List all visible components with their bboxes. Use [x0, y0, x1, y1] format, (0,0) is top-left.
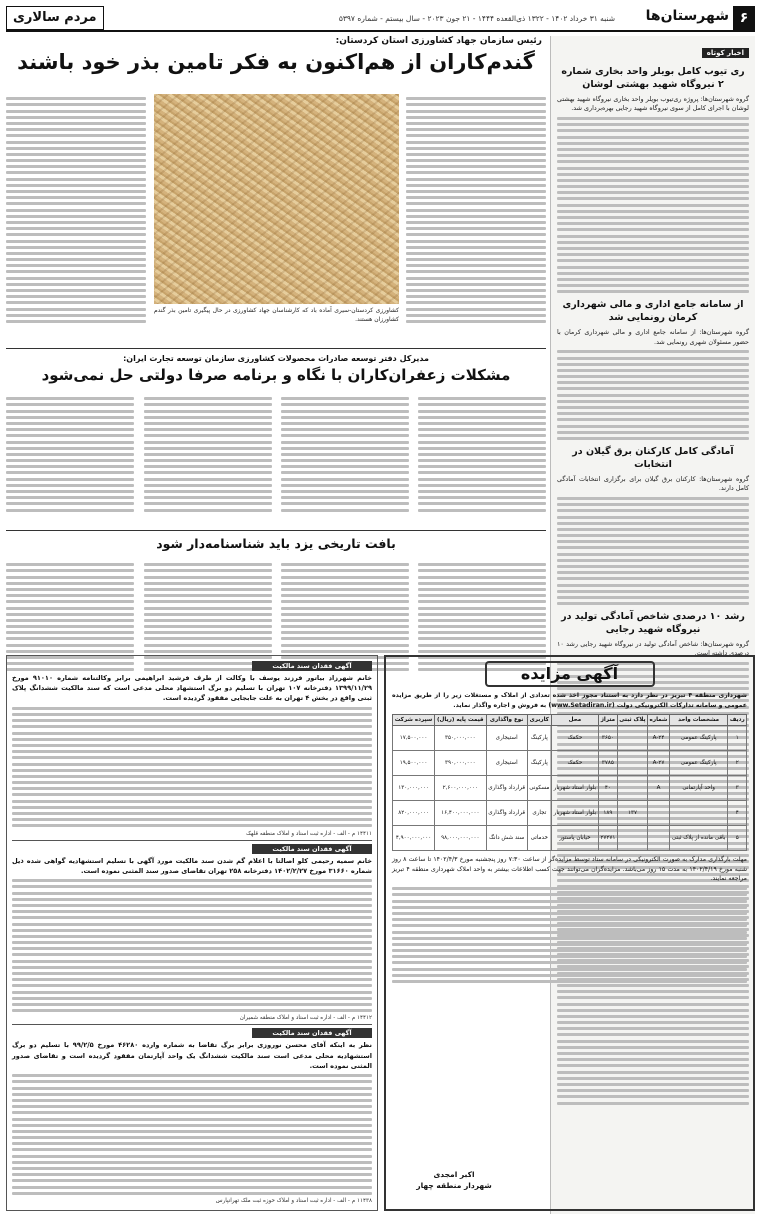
article1-text-col: [6, 94, 146, 326]
table-header-row: [393, 715, 747, 726]
table-cell: پارکینگ: [527, 751, 551, 776]
article2-text-col: [281, 394, 409, 515]
legal-notice-footer: ۱۴۴۱۲ م - الف - اداره ثبت اسناد و املاک منطقه شمیران: [239, 1015, 372, 1022]
table-row: [393, 726, 747, 751]
news-title: آمادگی کامل کارکنان برق گیلان در انتخابات: [572, 445, 734, 470]
article2-kicker: مدیرکل دفتر توسعه صادرات محصولات کشاورزی سازمان توسعه تجارت ایران:: [123, 354, 429, 363]
divider: [6, 348, 546, 349]
table-cell: پارکینگ عمومی: [669, 751, 728, 776]
auction-table: [392, 714, 747, 851]
table-cell: ۱۹,۵۰۰,۰۰۰: [393, 751, 435, 776]
page-header: [6, 6, 755, 32]
table-cell: ۹۸,۰۰۰,۰۰۰,۰۰۰: [435, 826, 486, 851]
signature-title: شهردار منطقه چهار: [416, 1180, 492, 1190]
notice-label: آگهی فقدان سند مالکیت: [252, 844, 372, 854]
news-title: از سامانه جامع اداری و مالی شهرداری کرمان رونمایی شد: [562, 299, 744, 324]
table-cell: حکمک: [551, 751, 598, 776]
table-cell: [617, 726, 647, 751]
signature-name: اکبر امجدی: [433, 1169, 475, 1179]
auction-conditions: مهلت بارگذاری مدارک به صورت الکترونیکی در سامانه ستاد توسط مزایده‌گر از ساعت ۷:۳۰ روز پنجشنبه مورخ ۱۴۰۲/۴/۳ تا ساعت ۸ روز شنبه مورخ ۱۴۰۲/۴/۱۹ به مدت ۱۵ روز می‌باشد. مزایده‌گران می‌توانند جهت کسب اطلاعات بیشتر به واحد املاک شهرداری منطقه ۴ تبریز مراجعه نمایند.: [392, 856, 748, 883]
table-cell: ۸۲۰,۰۰۰,۰۰۰: [393, 801, 435, 826]
article1-text-col: [406, 94, 546, 326]
table-cell: [648, 801, 670, 826]
auction-signature: [394, 1169, 514, 1192]
legal-notice-body: [12, 879, 372, 1012]
divider: [12, 1024, 372, 1025]
news-title: ری تیوب کامل بویلر واحد بخاری شماره ۲ نیروگاه شهید بهشتی لوشان: [561, 66, 745, 90]
wheat-seeds-photo: [154, 94, 399, 304]
auction-title: آگهی مزایده: [485, 661, 655, 687]
table-cell: قرارداد واگذاری: [486, 801, 527, 826]
column-header: سپرده شرکت: [393, 715, 435, 726]
auction-advertisement: [384, 655, 755, 1211]
table-cell: ۱۷,۵۰۰,۰۰۰: [393, 726, 435, 751]
table-cell: ۴۰: [599, 776, 618, 801]
legal-notice-text: خانم سمیه رحیمی کلو اصالتا با اعلام گم شدن سند مالکیت مورد آگهی با تسلیم استشهادیه گواهی شده ذیل شماره ۳۱۶۶۰ مورخ ۱۴۰۲/۲/۲۷ دفترخانه ۲۵۸ تهران تقاضای صدور سند المثنی نموده است.: [12, 856, 372, 875]
news-body-text: [557, 497, 749, 605]
article1-headline: گندم‌کاران از هم‌اکنون به فکر تامین بذر خود باشند: [17, 50, 535, 74]
column-header: نوع واگذاری: [486, 715, 527, 726]
table-cell: ۲: [728, 751, 747, 776]
table-cell: باقی مانده از پلاک ثبتی: [669, 826, 728, 851]
column-header: پلاک ثبتی: [617, 715, 647, 726]
table-cell: ۳: [728, 776, 747, 801]
column-header: ردیف: [728, 715, 747, 726]
news-lead: گروه شهرستان‌ها: شاخص آمادگی تولید در نیروگاه شهید رجایی رشد ۱۰ درصدی داشته است.: [557, 639, 749, 658]
divider: [6, 530, 546, 531]
table-row: [393, 826, 747, 851]
table-cell: پارکینگ: [527, 726, 551, 751]
table-cell: ۴: [728, 801, 747, 826]
news-body-text: [557, 350, 749, 440]
table-row: [393, 776, 747, 801]
article2-body: [6, 394, 546, 524]
table-cell: بلوار استاد شهریار: [551, 776, 598, 801]
issue-line: شنبه ۳۱ خرداد ۱۴۰۲ - ۱۳۲۲ ذی‌القعده ۱۴۴۴ - ۲۱ جون ۲۰۲۳ - سال بیستم - شماره ۵۳۹۷: [338, 14, 615, 23]
auction-conditions-body: [392, 887, 747, 983]
news-lead: گروه شهرستان‌ها: پروژه ری‌تیوب بویلر واحد بخاری نیروگاه شهید بهشتی لوشان با اجرای کامل از سوی نیروگاه شهید رجایی بهره‌برداری شد.: [557, 94, 749, 113]
table-cell: حکمک: [551, 726, 598, 751]
legal-notice-text: خانم شهرزاد بیاتور فرزند یوسف با وکالت از طرف فرشید ابراهیمی برابر وکالتنامه شماره ۹۱۰۱۰ مورخ ۱۳۹۹/۱۱/۲۹ دفترخانه ۱۰۷ تهران با تسلیم دو برگ استشهاد محلی مدعی است که سند مالکیت ششدانگ پلاک ثبتی واقع در بخش ۴ تهران به علت جابجایی مفقود گردیده است.: [12, 674, 373, 703]
table-cell: [617, 826, 647, 851]
article2-text-col: [144, 394, 272, 515]
table-cell: [617, 776, 647, 801]
table-cell: ۳۶۵۰: [599, 726, 618, 751]
notice-label: آگهی فقدان سند مالکیت: [252, 1028, 372, 1038]
notice-label: آگهی فقدان سند مالکیت: [252, 661, 372, 671]
table-cell: A-۲۴: [648, 726, 670, 751]
table-cell: ۳۷۸۵: [599, 751, 618, 776]
article3-headline: بافت تاریخی یزد باید شناسنامه‌دار شود: [156, 536, 396, 551]
article1-body: [6, 94, 546, 344]
column-header: متراژ: [599, 715, 618, 726]
table-cell: ۲,۶۰۰,۰۰۰,۰۰۰: [435, 776, 486, 801]
table-row: [393, 801, 747, 826]
table-cell: استیجاری: [486, 726, 527, 751]
main-articles: [6, 36, 546, 551]
table-cell: A-۲۷: [648, 751, 670, 776]
column-header: کاربری: [527, 715, 551, 726]
table-cell: ۱: [728, 726, 747, 751]
news-item: [557, 66, 749, 293]
article1-kicker: رئیس سازمان جهاد کشاورزی استان کردستان:: [335, 36, 542, 46]
table-cell: ۳۵۰,۰۰۰,۰۰۰: [435, 726, 486, 751]
news-item: [557, 446, 749, 605]
table-cell: [669, 801, 728, 826]
article2-header: [6, 354, 546, 384]
table-cell: ۵: [728, 826, 747, 851]
news-lead: گروه شهرستان‌ها: کارکنان برق گیلان برای برگزاری انتخابات آمادگی کامل دارند.: [557, 474, 749, 493]
table-cell: ۱۳۰,۰۰۰,۰۰۰: [393, 776, 435, 801]
table-cell: تجاری: [527, 801, 551, 826]
article2-text-col: [418, 394, 546, 515]
legal-notices: [6, 655, 378, 1211]
table-cell: بلوار استاد شهریار: [551, 801, 598, 826]
legal-notice-body: [12, 1074, 372, 1195]
newspaper-brand: مردم سالاری: [6, 6, 104, 30]
table-cell: مسکونی: [527, 776, 551, 801]
table-cell: خیابان پاستور: [551, 826, 598, 851]
section-title: شهرستان‌ها: [645, 8, 729, 24]
legal-notice-body: [12, 707, 372, 828]
table-cell: ۱۶,۴۰۰,۰۰۰,۰۰۰: [435, 801, 486, 826]
column-header: شماره: [648, 715, 670, 726]
auction-intro: شهرداری منطقه ۴ تبریز در نظر دارد به استناد مجوز اخذ شده تعدادی از املاک و مستغلات زیر را از طریق مزایده عمومی و سامانه تدارکات الکترونیکی دولت (www.Setadiran.ir) به فروش و اجاره واگذار نماید.: [392, 692, 747, 709]
column-header: مشخصات واحد: [669, 715, 728, 726]
table-cell: [648, 826, 670, 851]
table-cell: سند شش دانگ: [486, 826, 527, 851]
auction-table-body: [393, 726, 747, 851]
table-cell: ۱۸۹: [599, 801, 618, 826]
table-cell: استیجاری: [486, 751, 527, 776]
short-news-tag: اخبار کوتاه: [702, 48, 749, 58]
table-cell: A: [648, 776, 670, 801]
legal-notice-footer: ۱۴۴۱۱ م - الف - اداره ثبت اسناد و املاک منطقه قلهک: [245, 830, 372, 837]
news-title: رشد ۱۰ درصدی شاخص آمادگی تولید در نیروگاه شهید رجایی: [561, 611, 745, 635]
column-header: قیمت پایه (ریال): [435, 715, 486, 726]
news-item: [557, 299, 749, 440]
article2-headline: مشکلات زعفران‌کاران با نگاه و برنامه صرفا دولتی حل نمی‌شود: [41, 366, 511, 384]
table-row: [393, 751, 747, 776]
legal-notice-footer: ۱۱۴۳۸ م - الف - اداره ثبت اسناد و املاک حوزه ثبت ملک تهرانپارس: [215, 1197, 372, 1204]
table-cell: قرارداد واگذاری: [486, 776, 527, 801]
table-cell: ۱۳۷: [617, 801, 647, 826]
table-cell: واحد آپارتمانی: [669, 776, 728, 801]
table-cell: خدماتی: [527, 826, 551, 851]
legal-notice-text: نظر به اینکه آقای محسن نوروزی برابر برگ تقاضا به شماره وارده ۴۶۲۸۰ مورخ ۹۹/۲/۵ با تسلیم دو برگ استشهادیه محلی مدعی است سند مالکیت ششدانگ یک واحد آپارتمان مفقود گردیده است و تقاضای صدور المثنی نموده است.: [12, 1041, 373, 1070]
table-cell: [617, 751, 647, 776]
news-lead: گروه شهرستان‌ها: از سامانه جامع اداری و مالی شهرداری کرمان با حضور مسئولان شهری رونمایی شد.: [557, 327, 749, 346]
table-cell: ۳۹۰,۰۰۰,۰۰۰: [435, 751, 486, 776]
table-cell: ۲۷۲۷۱: [599, 826, 618, 851]
divider: [12, 840, 372, 841]
table-cell: ۴,۹۰۰,۰۰۰,۰۰۰: [393, 826, 435, 851]
table-cell: پارکینگ عمومی: [669, 726, 728, 751]
page-number: ۶: [733, 6, 755, 30]
column-header: محل: [551, 715, 598, 726]
news-body-text: [557, 117, 749, 293]
article2-text-col: [6, 394, 134, 515]
photo-caption: کشاورزی کردستان-سیری آماده باد که کارشناسان جهاد کشاورزی در حال پیگیری تامین بذر گندم کشاورزان هستند.: [154, 307, 399, 323]
